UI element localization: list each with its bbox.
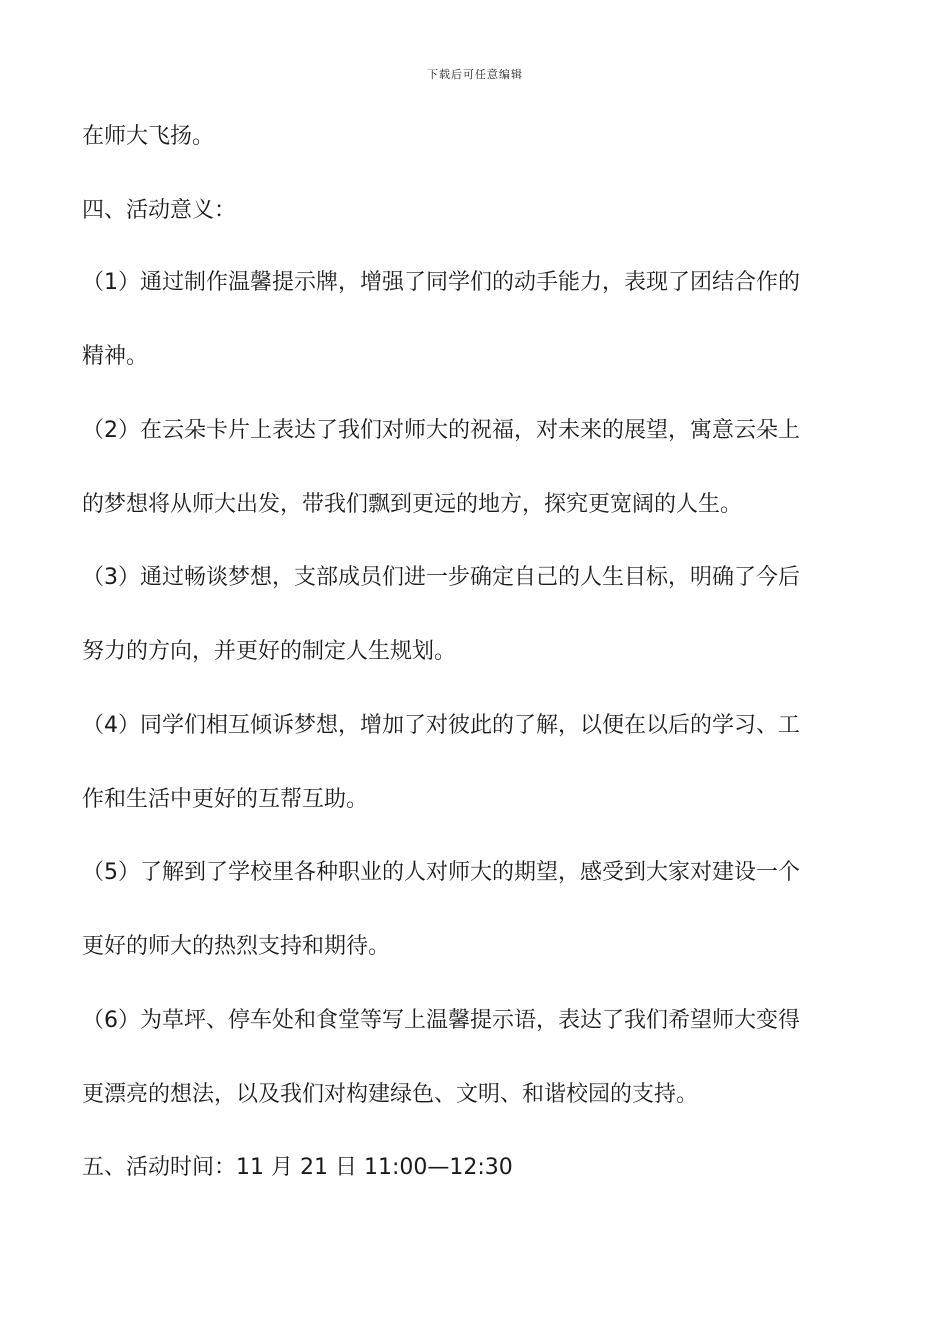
- text-line-item-5: （5）了解到了学校里各种职业的人对师大的期望，感受到大家对建设一个: [82, 860, 800, 885]
- text-line-item-4-cont: 作和生活中更好的互帮互助。: [82, 787, 369, 812]
- text-line-item-6-cont: 更漂亮的想法，以及我们对构建绿色、文明、和谐校园的支持。: [82, 1082, 699, 1107]
- text-line-item-1: （1）通过制作温馨提示牌，增强了同学们的动手能力，表现了团结合作的: [82, 270, 800, 295]
- text-line-item-4: （4）同学们相互倾诉梦想，增加了对彼此的了解，以便在以后的学习、工: [82, 713, 800, 738]
- text-line-item-5-cont: 更好的师大的热烈支持和期待。: [82, 934, 391, 959]
- text-line-item-3: （3）通过畅谈梦想，支部成员们进一步确定自己的人生目标，明确了今后: [82, 565, 800, 590]
- header-note: 下载后可任意编辑: [427, 68, 523, 81]
- text-line-item-1-cont: 精神。: [82, 344, 149, 369]
- section-heading-significance: 四、活动意义：: [82, 198, 237, 223]
- text-line-item-3-cont: 努力的方向，并更好的制定人生规划。: [82, 639, 457, 664]
- text-line-item-6: （6）为草坪、停车处和食堂等写上温馨提示语，表达了我们希望师大变得: [82, 1008, 800, 1033]
- section-heading-time: 五、活动时间：11 月 21 日 11:00—12:30: [82, 1155, 513, 1180]
- text-line-item-2: （2）在云朵卡片上表达了我们对师大的祝福，对未来的展望，寓意云朵上: [82, 418, 800, 443]
- text-line-continuation: 在师大飞扬。: [82, 124, 215, 149]
- text-line-item-2-cont: 的梦想将从师大出发，带我们飘到更远的地方，探究更宽阔的人生。: [82, 492, 743, 517]
